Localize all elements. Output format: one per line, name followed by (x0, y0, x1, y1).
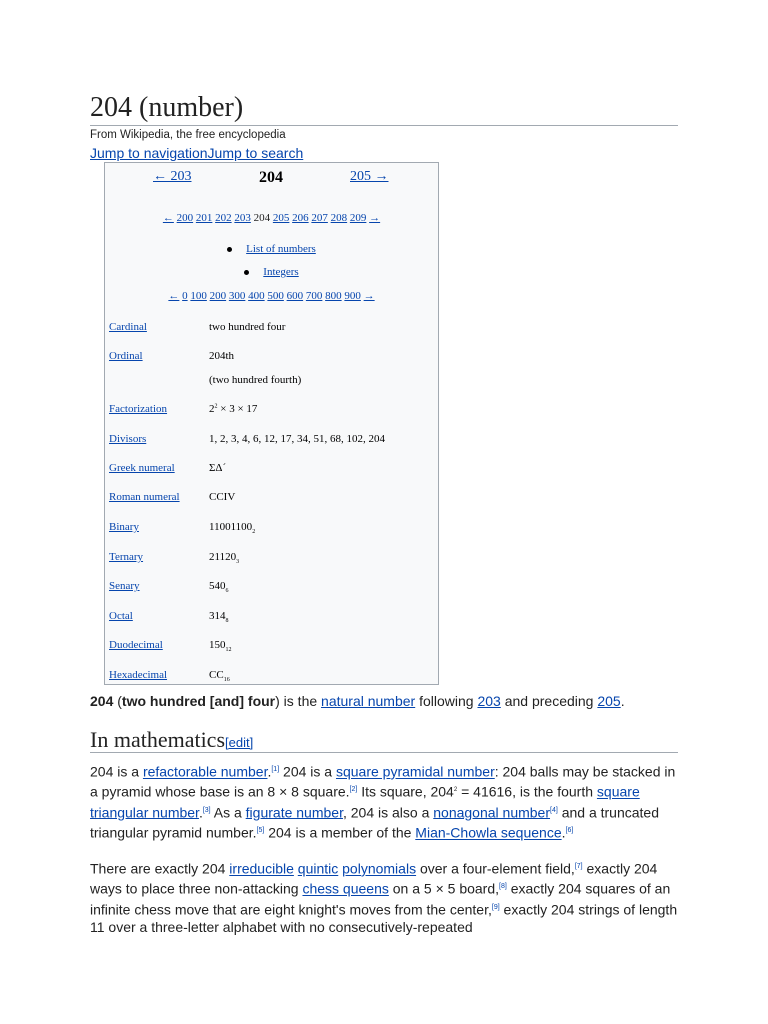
infobox-row (109, 639, 429, 659)
text: Its square, 204 (357, 784, 454, 801)
nav-number-link[interactable]: 206 (292, 212, 309, 224)
infobox-row (109, 580, 429, 600)
row-value (209, 521, 255, 535)
base-subscript: 6 (225, 588, 229, 595)
number-nav (105, 212, 438, 224)
citation[interactable]: [8] (499, 883, 507, 891)
text: ( (113, 693, 122, 709)
hundreds-nav (105, 290, 438, 302)
row-label-link[interactable]: Roman numeral (109, 491, 180, 503)
row-value (209, 610, 229, 624)
row-label-link[interactable]: Hexadecimal (109, 669, 168, 681)
exponent: 2 (214, 403, 218, 410)
divider (90, 752, 678, 753)
infobox-row (109, 350, 429, 386)
text: : 204 balls may be stacked in a pyramid whose base is an 8 × 8 square. (90, 763, 676, 801)
infobox-row (109, 610, 429, 630)
list-item (105, 243, 438, 255)
row-label-link[interactable]: Divisors (109, 433, 147, 445)
row-value: CCIV (209, 491, 236, 503)
text: and preceding (500, 693, 598, 709)
bold-text: 204 (90, 693, 114, 709)
next-number-link[interactable]: 205 → (350, 169, 389, 184)
mian-chowla-link[interactable]: Mian-Chowla sequence (415, 824, 562, 841)
nav-number-link[interactable]: 600 (286, 290, 304, 302)
nav-number-link[interactable]: 500 (267, 290, 284, 302)
citation[interactable]: [7] (574, 863, 583, 870)
text: 2 (453, 787, 458, 794)
row-value (209, 580, 229, 594)
integers-link[interactable]: Integers (263, 266, 299, 278)
base-subscript: 8 (225, 618, 229, 625)
irreducible-link[interactable]: irreducible (229, 860, 294, 877)
digits: 150 (209, 639, 226, 651)
text: over a four-element field, (416, 860, 575, 877)
digits: 21120 (209, 551, 237, 563)
infobox-row (109, 491, 429, 511)
infobox-row (109, 551, 429, 571)
text: 204 is a (279, 763, 336, 780)
list-item (105, 266, 438, 278)
jump-to-search-link[interactable]: Jump to search (207, 145, 304, 161)
row-label-link[interactable]: Factorization (109, 403, 168, 415)
edit-link[interactable]: [edit] (225, 735, 254, 750)
bullet-icon (244, 270, 249, 275)
infobox-row (109, 403, 429, 423)
nav-number-link[interactable]: 200 (209, 290, 227, 302)
text: exactly 204 ways to place three non-attacking (90, 860, 658, 898)
bullet-icon (227, 247, 232, 252)
nav-number-link[interactable]: 0 (182, 290, 188, 302)
paragraph: 204 is a refactorable number.[1] 204 is a square pyramidal number: 204 balls may be stacked in a pyramid whose base is an 8 × 8 square.[2] Its square, $204^2 = 41616$, is the fourth square triangular number.[3] As a figurate number, 204 is also a nonagonal number[4] and a truncated triangular pyramid number.[5] 204 is a member of the Mian-Chowla sequence.[6] (90, 763, 676, 841)
row-value: 1, 2, 3, 4, 6, 12, 17, 34, 51, 68, 102, 204 (209, 433, 385, 445)
bold-text: two hundred [and] four (121, 693, 276, 709)
row-label-link[interactable]: Senary (109, 580, 140, 592)
text: 204 is a member of the (264, 824, 416, 841)
base-subscript: 16 (223, 677, 230, 684)
nav-number-link[interactable]: 100 (190, 290, 207, 302)
citation[interactable]: [6] (565, 827, 574, 835)
text: There are exactly 204 (90, 860, 230, 877)
nav-number-link[interactable]: 201 (195, 212, 213, 224)
text: exactly 204 strings of length 11 over a three-letter alphabet with no consecutively-repeated (90, 901, 678, 936)
text: exactly 204 squares of an infinite chess move that are eight knight's moves from the center, (90, 881, 671, 918)
natural-number-link[interactable]: natural number (321, 693, 416, 709)
nav-number-link[interactable]: 900 (344, 290, 361, 302)
nav-number-link[interactable]: 700 (305, 290, 323, 302)
page-title: 204 (number) (90, 92, 244, 123)
nav-number-link[interactable]: → (363, 290, 375, 302)
link-205[interactable]: 205 (597, 693, 621, 709)
heading-text: In mathematics (90, 727, 226, 752)
citation[interactable]: [2] (349, 786, 358, 794)
row-value (209, 403, 257, 415)
nav-number-link[interactable]: 202 (215, 212, 232, 224)
row-label-link[interactable]: Greek numeral (109, 462, 175, 474)
row-label-link[interactable]: Binary (109, 521, 139, 533)
nav-number-link[interactable]: 800 (325, 290, 342, 302)
base-subscript: 12 (225, 647, 232, 654)
row-label-link[interactable]: Octal (109, 610, 133, 622)
citation[interactable]: [3] (202, 806, 211, 814)
digits: 314 (209, 610, 226, 622)
rest: × 3 × 17 (217, 403, 258, 415)
row-value: 204th (209, 350, 235, 362)
row-label-link[interactable]: Cardinal (109, 321, 147, 333)
divider (90, 125, 678, 126)
nav-number-link[interactable]: 300 (228, 290, 246, 302)
nav-number-link[interactable]: 208 (330, 212, 348, 224)
digits: 540 (209, 580, 226, 592)
lead-paragraph (90, 693, 625, 709)
nav-number-link[interactable]: 205 (272, 212, 290, 224)
infobox-row (109, 521, 429, 541)
infobox-row (109, 669, 429, 689)
row-label-link[interactable]: Ordinal (109, 350, 143, 362)
text: , 204 is also a (342, 804, 434, 821)
nav-number-link[interactable]: 209 (349, 212, 367, 224)
jump-links (90, 145, 303, 161)
citation[interactable]: [5] (256, 827, 265, 835)
current-number: 204 (259, 169, 283, 186)
nav-number-link[interactable]: 207 (311, 212, 328, 224)
nav-number-link[interactable]: ← (162, 212, 174, 224)
nav-number-link[interactable]: 203 (234, 212, 251, 224)
infobox-row (109, 433, 429, 453)
digits: CC (209, 669, 224, 681)
row-value (209, 551, 239, 565)
text: ) is the (275, 693, 322, 709)
nonagonal-number-link[interactable]: nonagonal number (433, 804, 551, 821)
row-value (209, 669, 230, 683)
paragraph (90, 858, 682, 937)
chess-queens-link[interactable]: chess queens (302, 881, 389, 898)
list-of-numbers-link[interactable]: List of numbers (246, 243, 316, 255)
citation[interactable]: [4] (550, 806, 558, 814)
current-number-text: 204 (253, 212, 271, 224)
infobox-row (109, 321, 429, 341)
base: 2 (209, 403, 215, 415)
row-value: ΣΔ´ (209, 462, 227, 474)
infobox-row (109, 462, 429, 482)
square-triangular-number-link[interactable]: square triangular number (90, 784, 640, 821)
link-203[interactable]: 203 (477, 693, 501, 709)
text: 204 is a (90, 763, 143, 780)
row-value (209, 639, 232, 653)
text: on a 5 × 5 board, (388, 881, 500, 898)
citation[interactable]: [9] (491, 903, 500, 911)
citation[interactable]: [1] (271, 766, 280, 773)
polynomials-link[interactable]: polynomials (342, 860, 417, 877)
prev-number-link[interactable]: ← 203 (153, 169, 192, 184)
jump-to-navigation-link[interactable]: Jump to navigation (90, 145, 208, 161)
nav-number-link[interactable]: ← (168, 290, 180, 302)
text: following (415, 693, 478, 709)
text: As a (210, 804, 246, 821)
text: and a truncated triangular pyramid number. (90, 804, 659, 841)
row-label-link[interactable]: Duodecimal (109, 639, 163, 651)
base-subscript: 2 (252, 529, 256, 536)
row-label-link[interactable]: Ternary (109, 551, 144, 563)
infobox (104, 162, 439, 685)
text: . (620, 693, 625, 709)
square-pyramidal-number-link[interactable]: square pyramidal number (335, 763, 495, 780)
digits: 11001100 (209, 521, 253, 533)
tagline: From Wikipedia, the free encyclopedia (90, 129, 286, 141)
nav-number-link[interactable]: 400 (248, 290, 265, 302)
row-value-2: (two hundred fourth) (209, 374, 302, 386)
base-subscript: 3 (236, 559, 240, 566)
text: = 41616, is the fourth (457, 784, 597, 801)
figurate-number-link[interactable]: figurate number (245, 804, 343, 821)
row-value: two hundred four (209, 321, 286, 333)
section-heading (90, 727, 253, 753)
nav-number-link[interactable]: 200 (176, 212, 194, 224)
refactorable-number-link[interactable]: refactorable number (142, 763, 268, 780)
quintic-link[interactable]: quintic (297, 860, 339, 877)
nav-number-link[interactable]: → (369, 212, 381, 224)
